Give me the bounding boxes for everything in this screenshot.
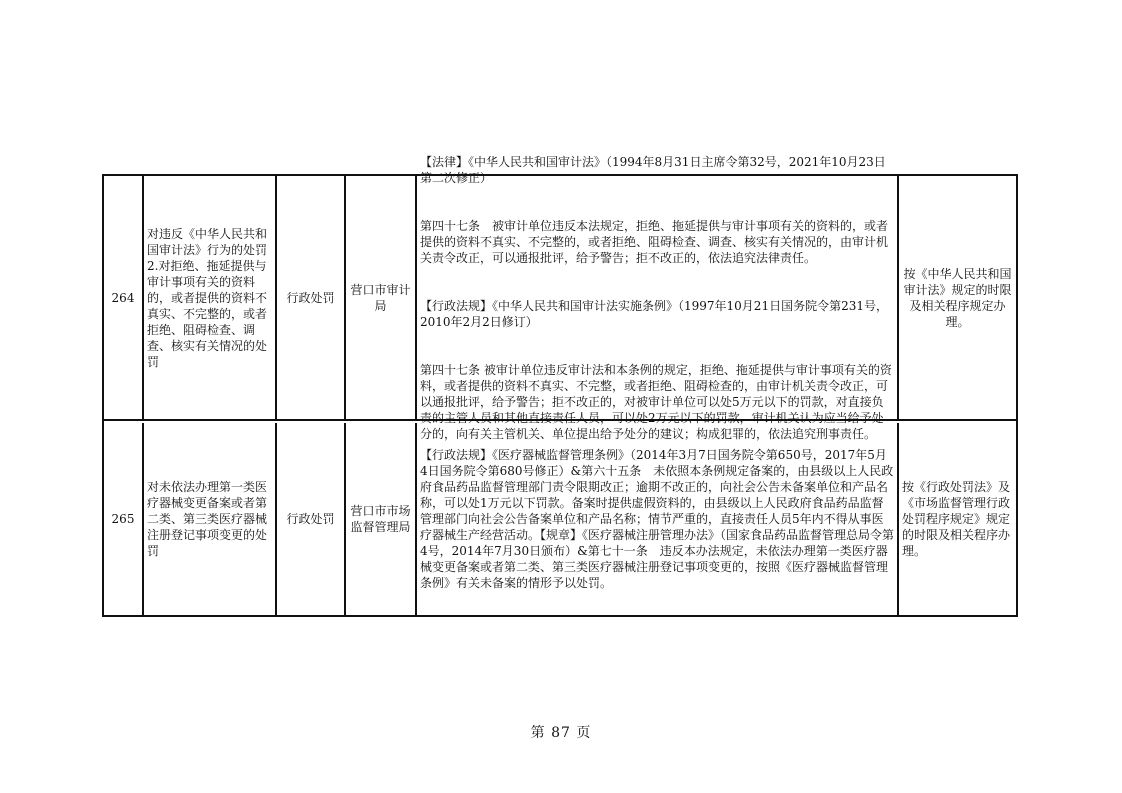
legal-basis-cell — [417, 423, 899, 615]
basis-paragraph: 第四十七条 被审计单位违反审计法和本条例的规定，拒绝、拖延提供与审计事项有关的资料，或者提供的资料不真实、不完整，或者拒绝、阻碍检查的，由审计机关责令改正，可以通报批评，给予警告；拒不改正的，对被审计单位可以处5万元以下的罚款，对直接负责的主管人员和其他直接责任人员，可以处2万元以下的罚款，审计机关认为应当给予处分的，向有关主管机关、单位提出给予处分的建议；构成犯罪的，依法追究刑事责任。 — [420, 362, 892, 441]
power-type: 行政处罚 — [286, 512, 335, 526]
power-list-table — [102, 154, 1018, 617]
procedure: 按《行政处罚法》及《市场监督管理行政处罚程序规定》规定的时限及相关程序办理。 — [902, 480, 1011, 558]
power-type-cell — [277, 423, 346, 615]
table-row — [104, 154, 1016, 441]
basis-paragraph: 【行政法规】《中华人民共和国审计法实施条例》（1997年10月21日国务院令第231号，2010年2月2日修订） — [420, 298, 888, 329]
basis-paragraph: 【法律】《中华人民共和国审计法》（1994年8月31日主席令第32号，2021年10月23日第二次修正） — [420, 154, 886, 185]
procedure-cell — [899, 176, 1016, 419]
department-cell — [346, 176, 417, 419]
page-number: 第 87 页 — [530, 725, 592, 741]
department: 营口市市场监督管理局 — [350, 504, 411, 534]
item-name-cell — [144, 176, 280, 419]
row-number-text: 265 — [111, 512, 135, 526]
basis-paragraph: 【行政法规】《医疗器械监督管理条例》（2014年3月7日国务院令第650号，2017年5月4日国务院令第680号修正）&第六十五条 未依照本条例规定备案的，由县级以上人民政府食品药品监督管理部门责令限期改正；逾期不改正的，向社会公告未备案单位和产品名称，可以处1万元以下罚款。备案时提供虚假资料的，由县级以上人民政府食品药品监督管理部门向社会公告备案单位和产品名称；情节严重的，直接责任人员5年内不得从事医疗器械生产经营活动。【规章】《医疗器械注册管理办法》（国家食品药品监督管理总局令第4号，2014年7月30日颁布）&第七十一条 违反本办法规定，未依法办理第一类医疗器械变更备案或者第二类、第三类医疗器械注册登记事项变更的，按照《医疗器械监督管理条例》有关未备案的情形予以处罚。 — [420, 448, 895, 590]
procedure-cell — [899, 423, 1016, 615]
department: 营口市审计局 — [350, 282, 411, 313]
legal-basis — [420, 415, 894, 623]
item-name: 对违反《中华人民共和国审计法》行为的处罚 2.对拒绝、拖延提供与审计事项有关的资料的，或者提供的资料不真实、不完整的，或者拒绝、阻碍检查、调查、核实有关情况的处罚 — [147, 226, 280, 369]
row-number — [104, 423, 144, 615]
procedure: 按《中华人民共和国审计法》规定的时限及相关程序规定办理。 — [903, 266, 1012, 329]
department-cell — [346, 423, 417, 615]
power-type-cell — [277, 176, 346, 419]
item-name-cell — [144, 423, 277, 615]
basis-paragraph: 第四十七条 被审计单位违反本法规定，拒绝、拖延提供与审计事项有关的资料的，或者提供的资料不真实、不完整的，或者拒绝、阻碍检查、调查、核实有关情况的，由审计机关责令改正，可以通报批评，给予警告；拒不改正的，依法追究法律责任。 — [420, 218, 889, 265]
row-number — [104, 176, 144, 419]
item-name: 对未依法办理第一类医疗器械变更备案或者第二类、第三类医疗器械注册登记事项变更的处罚 — [147, 480, 268, 558]
table-row — [104, 423, 1016, 615]
legal-basis-cell — [417, 154, 899, 441]
row-number-text: 264 — [111, 290, 135, 305]
power-type: 行政处罚 — [286, 290, 335, 305]
